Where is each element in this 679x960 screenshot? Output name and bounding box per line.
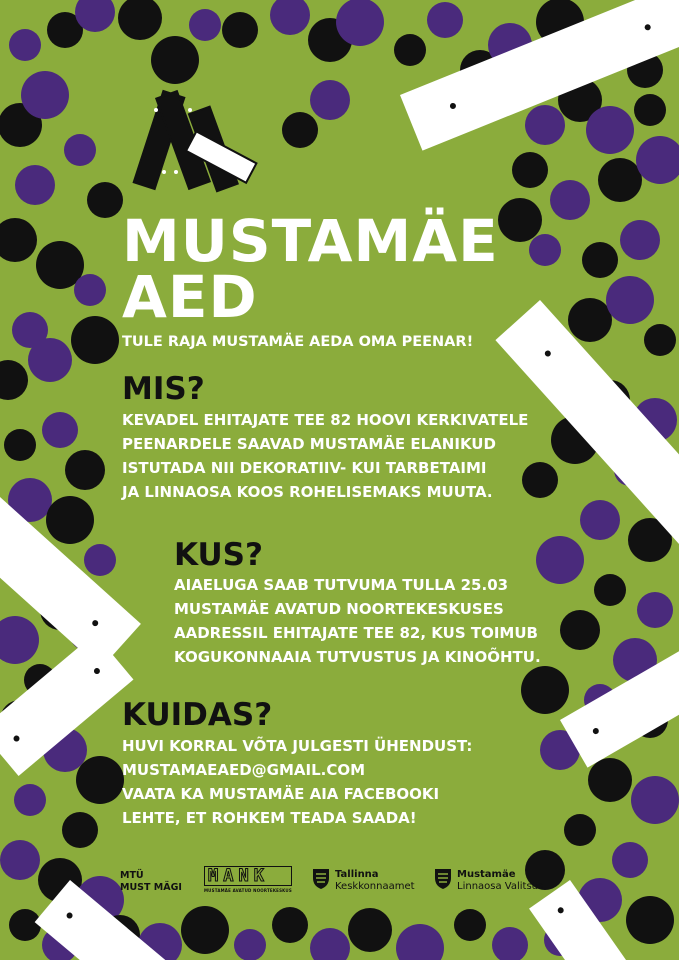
decorative-blob (310, 928, 350, 960)
decorative-blob (234, 929, 266, 960)
decorative-blob (427, 2, 463, 38)
decorative-blob (46, 496, 94, 544)
decorative-blob (71, 316, 119, 364)
decorative-blob (498, 198, 542, 242)
decorative-blob (568, 298, 612, 342)
decorative-blob (637, 592, 673, 628)
decorative-blob (9, 909, 41, 941)
decorative-blob (521, 666, 569, 714)
body-line: PEENARDELE SAAVAD MUSTAMÄE ELANIKUD (122, 435, 496, 453)
logo-text: Linnaosa Valitsus (457, 881, 544, 892)
logo-text: MTÜ (120, 870, 144, 881)
decorative-blob (189, 9, 221, 41)
decorative-blob (0, 218, 37, 262)
sponsor-logos (0, 866, 679, 906)
mtu-must-magi-logo (120, 870, 182, 894)
body-line: ISTUTADA NII DEKORATIIV- KUI TARBETAIMI (122, 459, 487, 477)
logo-text: Tallinna (335, 869, 379, 880)
decorative-blob (272, 907, 308, 943)
poster-title (122, 207, 499, 331)
decorative-blob (118, 0, 162, 40)
decorative-blob (492, 927, 528, 960)
mustamae-linnaosa-valitsus-logo (457, 869, 543, 893)
poster-title-line: MUSTAMÄE (122, 207, 499, 275)
decorative-blob (631, 776, 679, 824)
decorative-blob (644, 324, 676, 356)
decorative-blob (310, 80, 350, 120)
email-link[interactable]: MUSTAMAEAED@GMAIL.COM (122, 761, 366, 779)
section-heading-kus: KUS? (174, 537, 263, 573)
decorative-blob (74, 274, 106, 306)
decorative-blob (582, 242, 618, 278)
section-body-kuidas (122, 734, 472, 830)
tallinn-shield-icon (312, 868, 330, 890)
poster-title-line: AED (122, 263, 258, 331)
decorative-blob (4, 429, 36, 461)
body-line: MUSTAMÄE AVATUD NOORTEKESKUSES (174, 600, 504, 618)
tallinna-keskkonnaamet-logo (335, 869, 415, 893)
mustamae-aed-logo-icon (120, 88, 280, 198)
decorative-blob (594, 574, 626, 606)
decorative-blob (64, 134, 96, 166)
logo-text: Mustamäe (457, 869, 516, 880)
decorative-blob (396, 924, 444, 960)
decorative-blob (42, 412, 78, 448)
section-heading-kuidas: KUIDAS? (122, 697, 273, 733)
decorative-blob (21, 71, 69, 119)
body-line: AADRESSIL EHITAJATE TEE 82, KUS TOIMUB (174, 624, 538, 642)
decorative-blob (28, 338, 72, 382)
decorative-blob (634, 94, 666, 126)
decorative-blob (15, 165, 55, 205)
decorative-blob (222, 12, 258, 48)
decorative-blob (0, 616, 39, 664)
decorative-blob (270, 0, 310, 35)
poster-tagline: TULE RAJA MUSTAMÄE AEDA OMA PEENAR! (122, 334, 474, 350)
decorative-blob (525, 105, 565, 145)
mank-logo-text: MANK (204, 866, 292, 886)
mank-logo (204, 866, 292, 893)
decorative-blob (580, 500, 620, 540)
decorative-blob (84, 544, 116, 576)
decorative-blob (9, 29, 41, 61)
decorative-blob (348, 908, 392, 952)
decorative-blob (536, 536, 584, 584)
decorative-blob (560, 610, 600, 650)
decorative-blob (282, 112, 318, 148)
body-line: HUVI KORRAL VÕTA JULGESTI ÜHENDUST: (122, 737, 473, 755)
mank-logo-subtext: MUSTAMÄE AVATUD NOORTEKESKUS (204, 888, 292, 893)
decorative-blob (606, 276, 654, 324)
logo-text: MUST MÄGI (120, 882, 182, 893)
body-line: KEVADEL EHITAJATE TEE 82 HOOVI KERKIVATELE (122, 411, 529, 429)
decorative-blob (151, 36, 199, 84)
decorative-blob (76, 756, 124, 804)
decorative-blob (512, 152, 548, 188)
decorative-blob (588, 758, 632, 802)
body-line: KOGUKONNAAIA TUTVUSTUS JA KINOÕHTU. (174, 648, 541, 666)
decorative-blob (394, 34, 426, 66)
decorative-blob (564, 814, 596, 846)
decorative-blob (598, 158, 642, 202)
logo-text: Keskkonnaamet (335, 881, 415, 892)
body-line: LEHTE, ET ROHKEM TEADA SAADA! (122, 809, 417, 827)
mustamae-shield-icon (434, 868, 452, 890)
decorative-blob (620, 220, 660, 260)
decorative-blob (181, 906, 229, 954)
decorative-blob (87, 182, 123, 218)
section-body-kus (174, 573, 541, 669)
body-line: AIAELUGA SAAB TUTVUMA TULLA 25.03 (174, 576, 509, 594)
body-line: VAATA KA MUSTAMÄE AIA FACEBOOKI (122, 785, 440, 803)
decorative-blob (0, 360, 28, 400)
decorative-blob (550, 180, 590, 220)
decorative-blob (65, 450, 105, 490)
section-heading-mis: MIS? (122, 371, 205, 407)
decorative-blob (586, 106, 634, 154)
decorative-blob (336, 0, 384, 46)
decorative-blob (454, 909, 486, 941)
decorative-blob (529, 234, 561, 266)
decorative-blob (636, 136, 679, 184)
body-line: JA LINNAOSA KOOS ROHELISEMAKS MUUTA. (122, 483, 493, 501)
decorative-blob (62, 812, 98, 848)
section-body-mis (122, 408, 528, 504)
decorative-blob (14, 784, 46, 816)
